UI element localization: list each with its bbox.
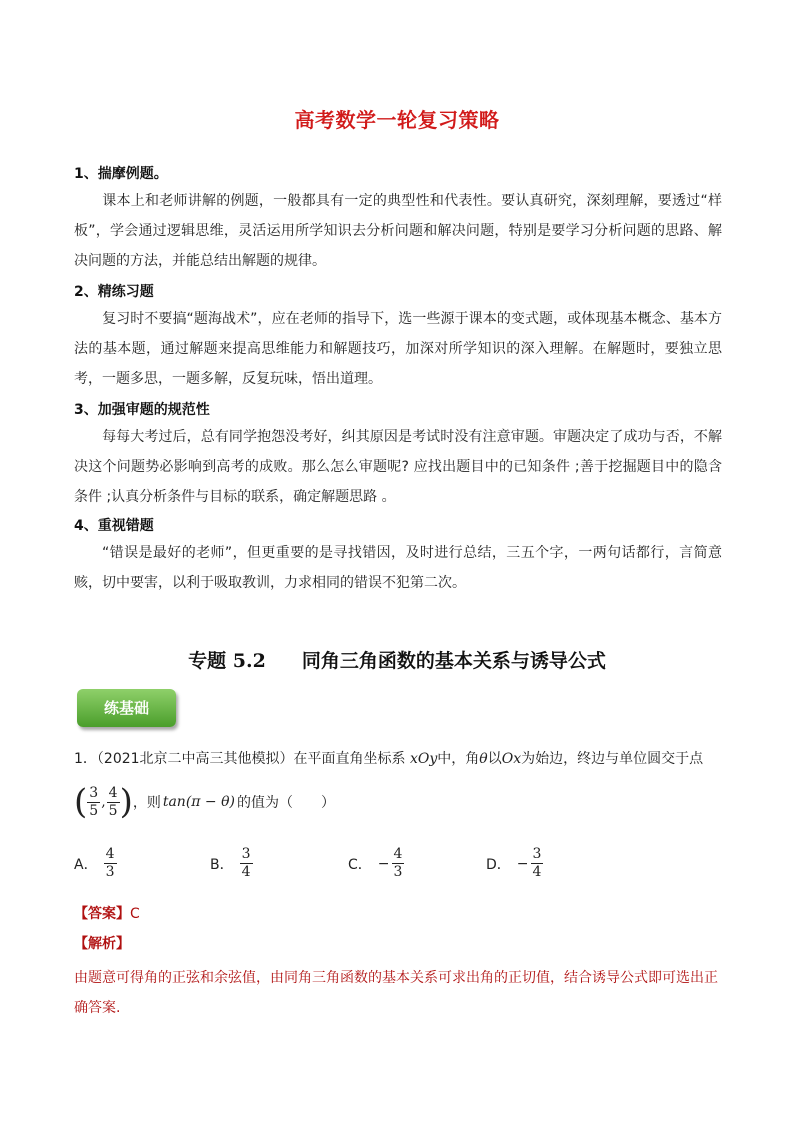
topic-name: 同角三角函数的基本关系与诱导公式	[301, 650, 606, 672]
page-title: 高考数学一轮复习策略	[294, 108, 500, 132]
question-lead: 1．（2021北京二中高三其他模拟）在平面直角坐标系	[74, 751, 406, 767]
option-a-label: A．	[74, 856, 98, 873]
answer-label: 【答案】	[74, 906, 130, 922]
point-x-num: 3	[89, 784, 99, 801]
section-3-text-content: 每每大考过后，总有同学抱怨没考好，纠其原因是考试时没有注意审题。审题决定了成功与否，不解决这个问题势必影响到高考的成败。那么怎么审题呢? 应找出题目中的已知条件 ;善于挖掘题目中的隐含条件 ;认真分析条件与目标的联系，确定解题思路 。	[74, 429, 722, 505]
section-3-heading: 3、加强审题的规范性	[74, 402, 210, 418]
option-b-fraction	[240, 846, 253, 881]
point-x-den: 5	[89, 802, 99, 819]
option-b-label: B．	[210, 856, 234, 873]
section-3-text	[74, 422, 722, 512]
topic-number: 专题 5.2	[188, 650, 266, 672]
section-1-heading: 1、揣摩例题。	[74, 166, 168, 182]
option-a[interactable]	[74, 846, 117, 881]
comma: ,	[101, 794, 106, 810]
section-4-heading: 4、重视错题	[74, 518, 154, 534]
question-mid2: 以	[487, 751, 502, 767]
option-d-fraction	[531, 846, 544, 881]
analysis-label: 【解析】	[74, 936, 130, 952]
question-line-2	[74, 782, 335, 822]
practice-badge: 练基础	[77, 689, 176, 727]
answer	[74, 903, 140, 923]
point-y-fraction	[107, 785, 120, 820]
question-mid1: 中，角	[437, 751, 480, 767]
section-2-heading: 2、精练习题	[74, 284, 154, 300]
option-c[interactable]	[348, 846, 404, 881]
option-a-num: 4	[105, 846, 115, 862]
question-tail-pre: ，则	[132, 795, 161, 811]
option-c-fraction	[392, 846, 405, 881]
option-c-den: 3	[393, 864, 403, 880]
option-b[interactable]	[210, 846, 253, 881]
answer-value: C	[130, 906, 140, 922]
option-c-sign: −	[377, 855, 390, 872]
tan-expression: tan(π − θ)	[162, 794, 236, 810]
option-d-num: 3	[532, 846, 542, 862]
section-1-text	[74, 186, 722, 276]
point-y-den: 5	[108, 802, 118, 819]
option-c-label: C．	[348, 856, 372, 873]
left-paren: (	[74, 782, 88, 822]
option-c-num: 4	[393, 846, 403, 862]
option-a-fraction	[104, 846, 117, 881]
analysis-text: 由题意可得角的正弦和余弦值，由同角三角函数的基本关系可求出角的正切值，结合诱导公式即可选出正确答案.	[74, 970, 718, 1016]
point-x-fraction	[87, 785, 100, 820]
section-2-text-content: 复习时不要搞“题海战术”，应在老师的指导下，选一些源于课本的变式题，或体现基本概念、基本方法的基本题，通过解题来提高思维能力和解题技巧，加深对所学知识的深入理解。在解题时，要独立思考，一题多思，一题多解，反复玩味，悟出道理。	[74, 311, 722, 387]
point-y-num: 4	[108, 784, 118, 801]
right-paren: )	[119, 782, 133, 822]
option-b-num: 3	[241, 846, 251, 862]
option-d-label: D．	[486, 856, 511, 873]
section-2-text	[74, 304, 722, 394]
option-d-sign: −	[516, 855, 529, 872]
section-1-text-content: 课本上和老师讲解的例题，一般都具有一定的典型性和代表性。要认真研究，深刻理解，要透过“样板”，学会通过逻辑思维，灵活运用所学知识去分析问题和解决问题，特别是要学习分析问题的思路、解决问题的方法，并能总结出解题的规律。	[74, 193, 722, 269]
question-line-1	[74, 748, 703, 768]
topic-title	[0, 646, 794, 673]
section-4-text	[74, 538, 722, 598]
angle-symbol: θ	[479, 751, 488, 767]
option-d[interactable]	[486, 846, 543, 881]
option-d-den: 4	[532, 864, 542, 880]
section-4-text-content: “错误是最好的老师”，但更重要的是寻找错因，及时进行总结，三五个字，一两句话都行，言简意赅，切中要害，以利于吸取教训，力求相同的错误不犯第二次。	[74, 545, 722, 591]
option-b-den: 4	[241, 864, 251, 880]
coord-system: xOy	[410, 751, 438, 767]
axis-symbol: Ox	[501, 751, 522, 767]
option-a-den: 3	[105, 864, 115, 880]
question-tail-post: 的值为（ ）	[237, 795, 336, 811]
question-mid3: 为始边，终边与单位圆交于点	[521, 751, 704, 767]
